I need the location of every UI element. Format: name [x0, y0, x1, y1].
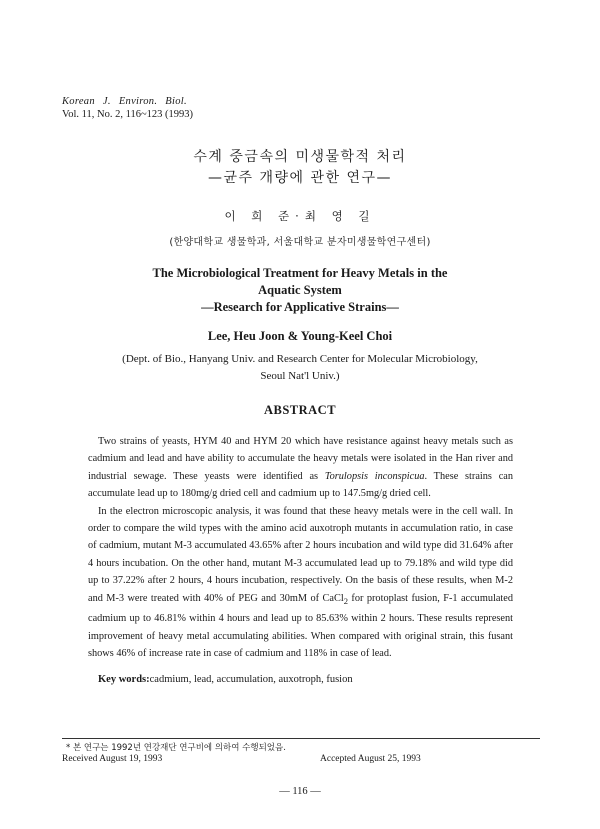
- korean-title-line: 수계 중금속의 미생물학적 처리: [193, 149, 407, 165]
- abstract-heading: ABSTRACT: [263, 403, 337, 417]
- journal-name: [62, 95, 195, 108]
- english-title-line: Aquatic System: [258, 283, 342, 297]
- chemical-subscript: 2: [343, 595, 348, 606]
- keywords: [98, 674, 353, 685]
- korean-authors: 이 희 준·최 영 길: [224, 209, 376, 223]
- funding-note: * 본 연구는 1992년 연강재단 연구비에 의하여 수행되었음.: [66, 743, 286, 753]
- korean-subtitle-line: —균주 개량에 관한 연구—: [207, 170, 393, 186]
- english-subtitle-line: —Research for Applicative Strains—: [201, 300, 399, 314]
- english-affiliation-line: Seoul Nat'l Univ.): [260, 370, 340, 382]
- accepted-date: Accepted August 25, 1993: [320, 754, 421, 764]
- keywords-colon: :: [146, 674, 150, 685]
- korean-title: [0, 147, 600, 189]
- footnote-divider: [62, 738, 540, 739]
- english-title: [0, 265, 600, 316]
- english-authors: Lee, Heu Joon & Young-Keel Choi: [207, 329, 393, 343]
- abstract-body: [88, 433, 513, 662]
- species-name: Torulopsis inconspicua: [324, 470, 425, 482]
- abstract-text: . These strains can accumulate lead up to 180mg/g dried cell and cadmium up to 147.5mg/g dried cell.: [88, 470, 514, 500]
- keywords-label: Key words: [98, 674, 147, 685]
- journal-name-part: Environ.: [118, 96, 158, 107]
- keywords-text: cadmium, lead, accumulation, auxotroph, fusion: [149, 674, 353, 685]
- english-affiliation: [0, 351, 600, 385]
- journal-citation: [62, 95, 195, 121]
- korean-affiliation: (한양대학교 생물학과, 서울대학교 분자미생물학연구센터): [169, 237, 431, 248]
- journal-name-part: J.: [102, 96, 111, 107]
- english-affiliation-line: (Dept. of Bio., Hanyang Univ. and Research Center for Molecular Microbiology,: [122, 353, 478, 365]
- abstract-text: Two strains of yeasts, HYM 40 and HYM 20 which have resistance against heavy metals such as cadmium and lead and have ability to accumulate the heavy metals were isolated in the Han river and industrial sewage. These yeasts were identified as: [88, 436, 513, 482]
- journal-volume: Vol. 11, No. 2, 116~123 (1993): [62, 109, 193, 120]
- abstract-text: for protoplast fusion, F-1 accumulated cadmium up to 46.81% within 4 hours and lead up to 85.63% within 2 hours. These results represent improvement of heavy metal accumulating abilities. When compared with original strain, this fusant shows 46% of increase rate in case of cadmium and 118% in case of lead.: [88, 592, 513, 659]
- page-number: — 116 —: [279, 786, 321, 797]
- journal-name-part: Korean: [62, 96, 95, 107]
- abstract-paragraph: [88, 503, 513, 663]
- journal-name-part: Biol.: [165, 96, 187, 107]
- received-date: Received August 19, 1993: [62, 754, 163, 764]
- english-title-line: The Microbiological Treatment for Heavy Metals in the: [152, 266, 448, 280]
- abstract-text: In the electron microscopic analysis, it was found that these heavy metals were in the cell wall. In order to compare the wild types with the amino acid auxotroph mutants in accumulation ratio, in case of cadmium, mutant M-3 accumulated 43.65% after 2 hours incubation and wild type did 31.64% after 4 hours incubation. On the other hand, mutant M-3 accumulated lead up to 79.18% and wild type did up to 37.22% after 2 hours, 4 hours incubation, respectively. On the basis of these results, when M-2 and M-3 were treated with 40% of PEG and 30mM of CaCl: [88, 505, 513, 604]
- abstract-paragraph: [88, 433, 513, 503]
